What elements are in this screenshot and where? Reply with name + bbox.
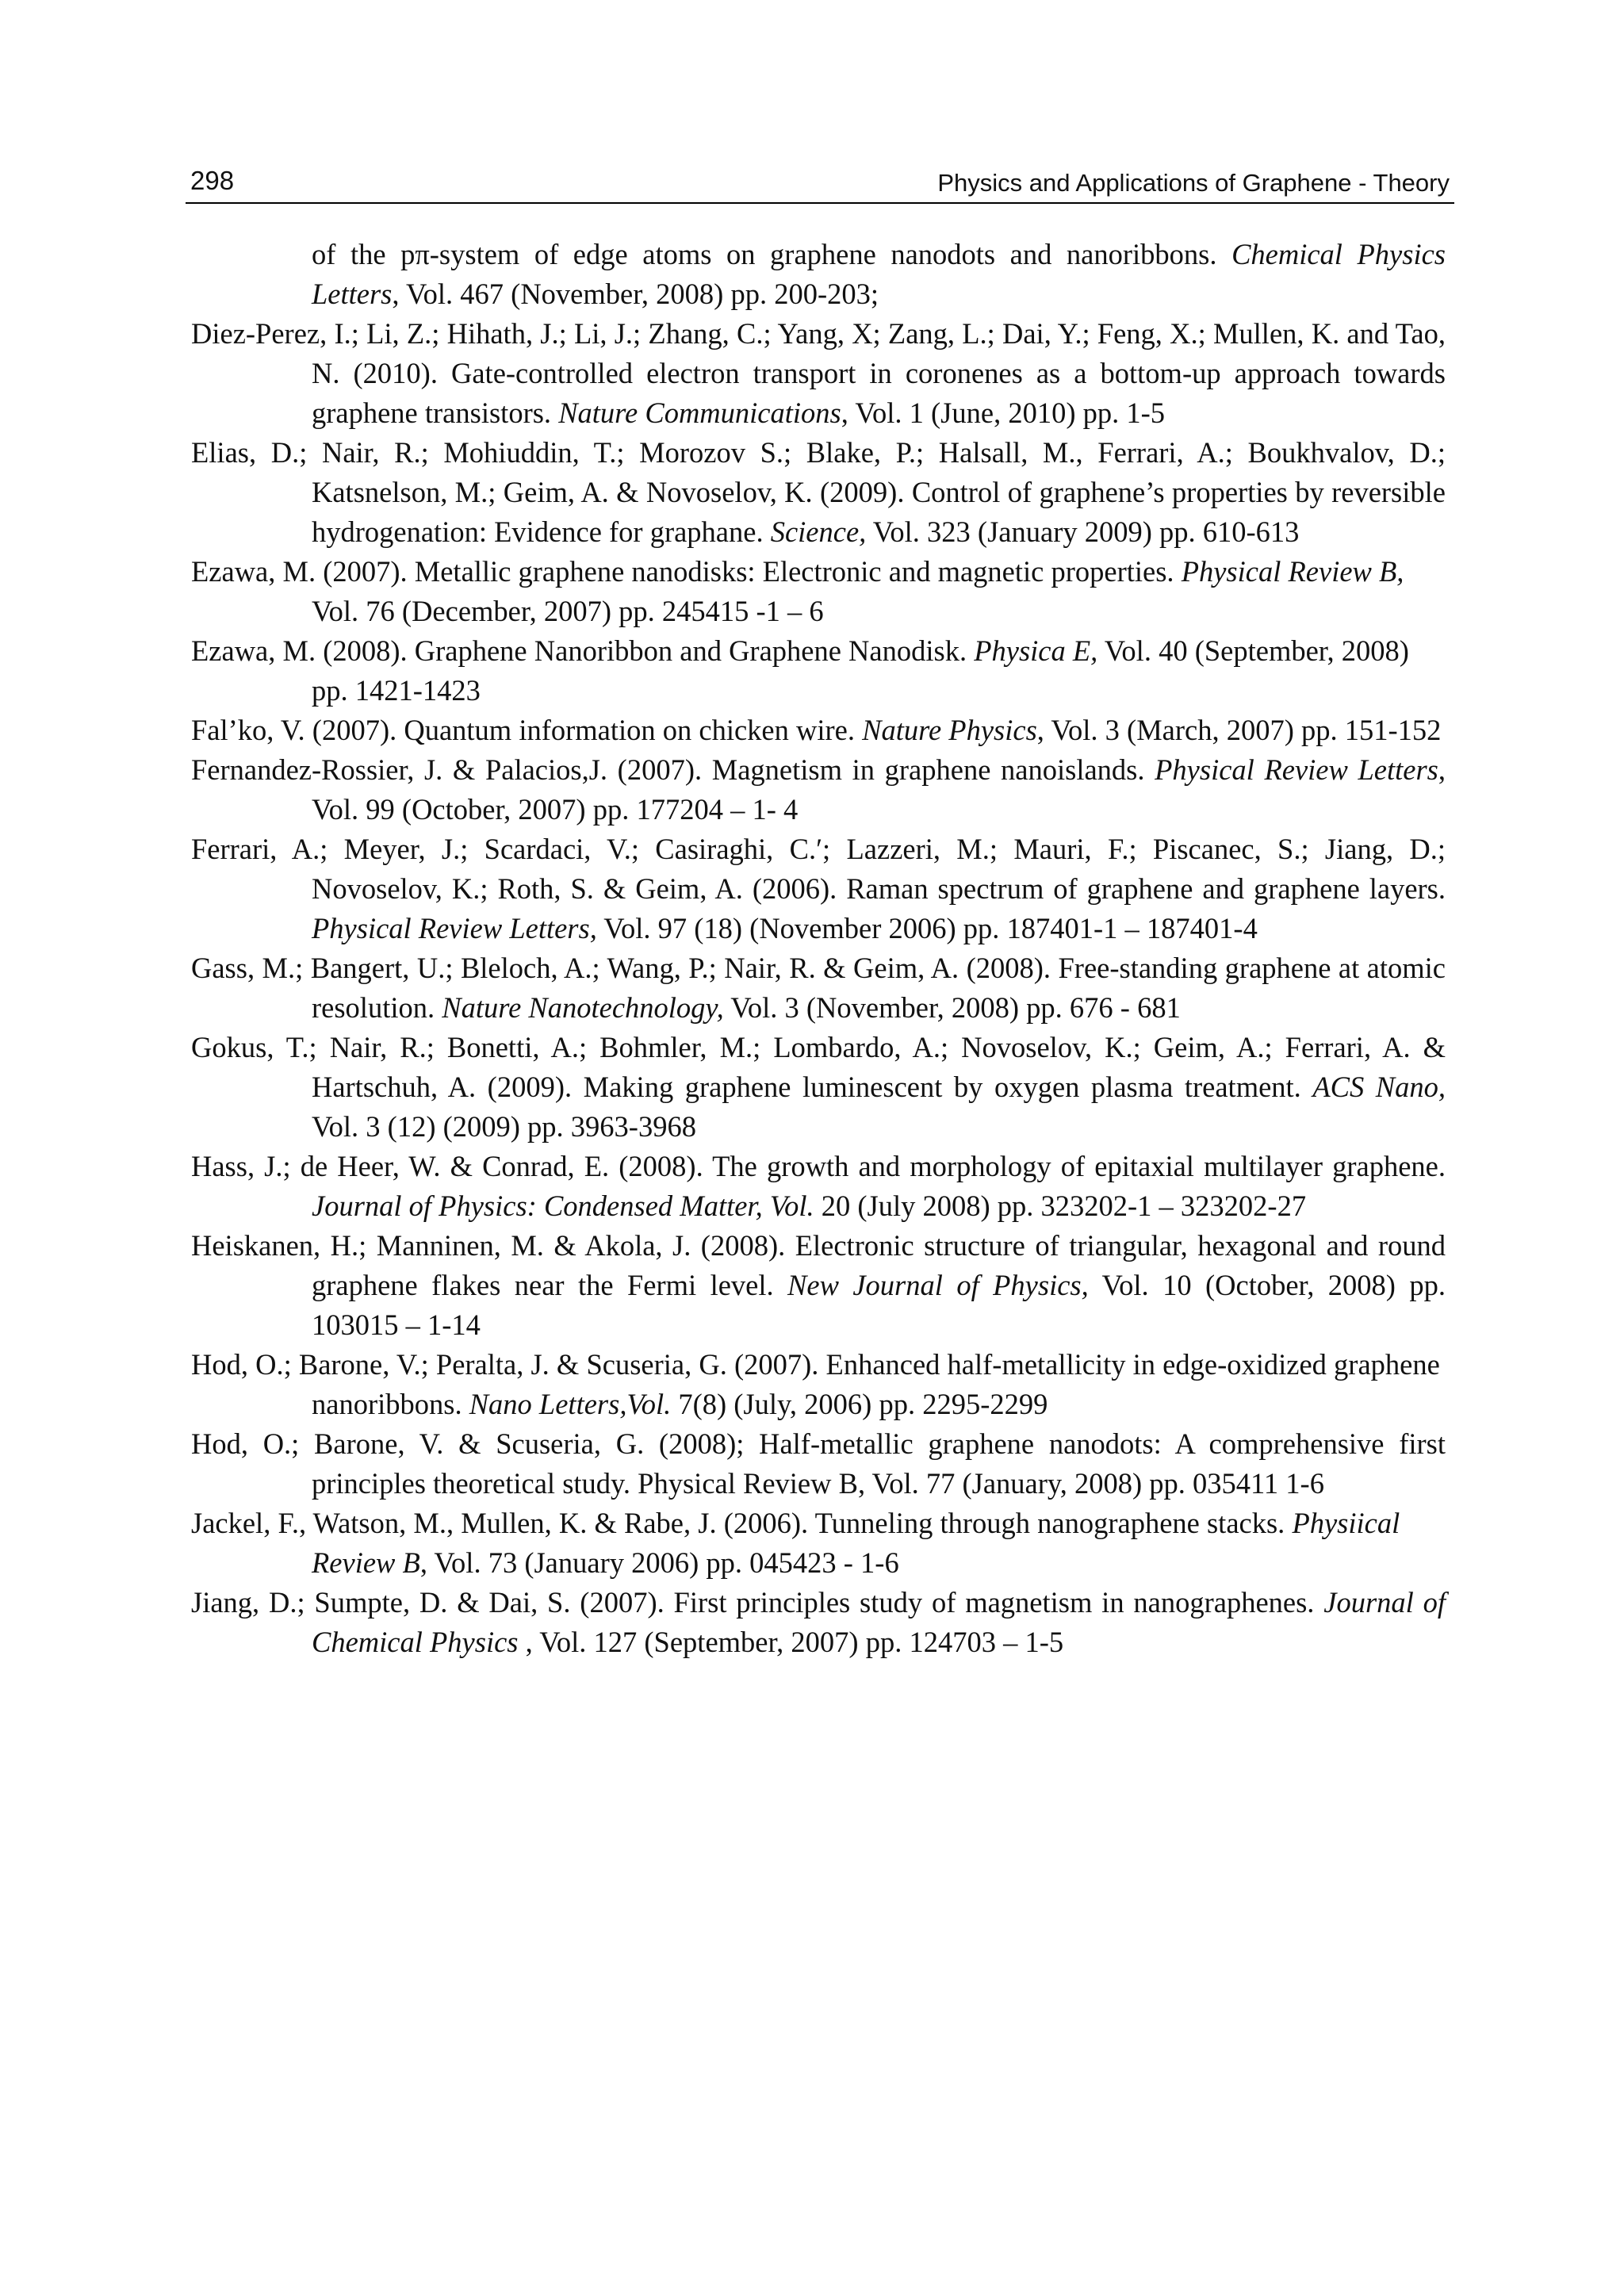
reference-entry: Gass, M.; Bangert, U.; Bleloch, A.; Wang, P.; Nair, R. & Geim, A. (2008). Free-standing graphene at atomic resolution. Nature Nanotechnology, Vol. 3 (November, 2008) pp. 676 - 681 <box>191 952 1446 1024</box>
reference-entry: Ezawa, M. (2008). Graphene Nanoribbon and Graphene Nanodisk. Physica E, Vol. 40 (September, 2008) pp. 1421-1423 <box>191 634 1409 707</box>
reference-entry: Fernandez-Rossier, J. & Palacios,J. (2007). Magnetism in graphene nanoislands. Physical Review Letters, Vol. 99 (October, 2007) pp. 177204 – 1- 4 <box>191 753 1446 826</box>
reference-entry: Ferrari, A.; Meyer, J.; Scardaci, V.; Casiraghi, C.′; Lazzeri, M.; Mauri, F.; Piscanec, S.; Jiang, D.; Novoselov, K.; Roth, S. & Geim, A. (2006). Raman spectrum of graphene and graphene layers. Physical Review Letters, Vol. 97 (18) (November 2006) pp. 187401-1 – 187401-4 <box>191 833 1446 944</box>
reference-entry: of the pπ-system of edge atoms on graphene nanodots and nanoribbons. Chemical Physics Letters, Vol. 467 (November, 2008) pp. 200-203; <box>312 238 1446 310</box>
page-number: 298 <box>190 166 235 195</box>
reference-entry: Elias, D.; Nair, R.; Mohiuddin, T.; Morozov S.; Blake, P.; Halsall, M., Ferrari, A.; Boukhvalov, D.; Katsnelson, M.; Geim, A. & Novoselov, K. (2009). Control of graphene’s properties by reversible hydrogenation: Evidence for graphane. Science, Vol. 323 (January 2009) pp. 610-613 <box>191 436 1446 548</box>
reference-entry: Ezawa, M. (2007). Metallic graphene nanodisks: Electronic and magnetic properties. Physical Review B, Vol. 76 (December, 2007) pp. 245415 -1 – 6 <box>191 555 1404 627</box>
reference-entry: Hod, O.; Barone, V. & Scuseria, G. (2008); Half-metallic graphene nanodots: A comprehensive first principles theoretical study. Physical Review B, Vol. 77 (January, 2008) pp. 035411 1-6 <box>191 1427 1446 1500</box>
reference-entry: Hod, O.; Barone, V.; Peralta, J. & Scuseria, G. (2007). Enhanced half-metallicity in edge-oxidized graphene nanoribbons. Nano Letters,Vol. 7(8) (July, 2006) pp. 2295-2299 <box>191 1348 1440 1420</box>
reference-entry: Jackel, F., Watson, M., Mullen, K. & Rabe, J. (2006). Tunneling through nanographene stacks. Physiical Review B, Vol. 73 (January 2006) pp. 045423 - 1-6 <box>191 1507 1400 1579</box>
reference-entry: Hass, J.; de Heer, W. & Conrad, E. (2008). The growth and morphology of epitaxial multilayer graphene. Journal of Physics: Condensed Matter, Vol. 20 (July 2008) pp. 323202-1 – 323202-27 <box>191 1150 1446 1222</box>
running-title: Physics and Applications of Graphene - Theory <box>937 169 1450 197</box>
page-header <box>186 163 1454 204</box>
reference-entry: Gokus, T.; Nair, R.; Bonetti, A.; Bohmler, M.; Lombardo, A.; Novoselov, K.; Geim, A.; Ferrari, A. & Hartschuh, A. (2009). Making graphene luminescent by oxygen plasma treatment. ACS Nano, Vol. 3 (12) (2009) pp. 3963-3968 <box>191 1031 1446 1143</box>
reference-entry: Heiskanen, H.; Manninen, M. & Akola, J. (2008). Electronic structure of triangular, hexagonal and round graphene flakes near the Fermi level. New Journal of Physics, Vol. 10 (October, 2008) pp. 103015 – 1-14 <box>191 1229 1446 1341</box>
reference-entry: Jiang, D.; Sumpte, D. & Dai, S. (2007). First principles study of magnetism in nanographenes. Journal of Chemical Physics , Vol. 127 (September, 2007) pp. 124703 – 1-5 <box>191 1586 1446 1658</box>
reference-entry: Fal’ko, V. (2007). Quantum information on chicken wire. Nature Physics, Vol. 3 (March, 2007) pp. 151-152 <box>191 714 1442 746</box>
reference-entry: Diez-Perez, I.; Li, Z.; Hihath, J.; Li, J.; Zhang, C.; Yang, X; Zang, L.; Dai, Y.; Feng, X.; Mullen, K. and Tao, N. (2010). Gate-controlled electron transport in coronenes as a bottom-up approach towards graphene transistors. Nature Communications, Vol. 1 (June, 2010) pp. 1-5 <box>191 317 1446 429</box>
reference-list <box>191 235 1446 1662</box>
